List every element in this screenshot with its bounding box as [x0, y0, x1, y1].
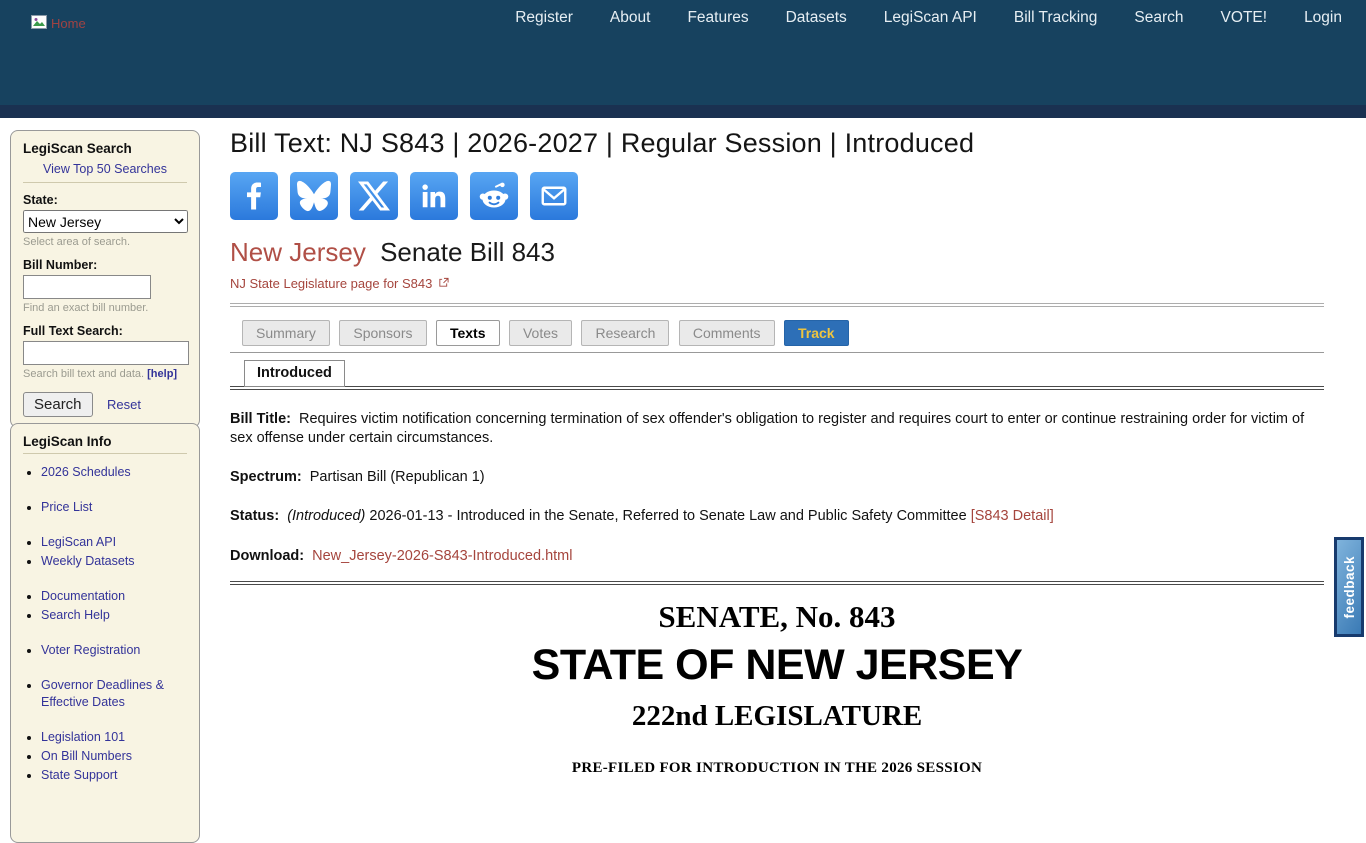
bill-document-preview [230, 599, 1324, 777]
state-hint: Select area of search. [23, 236, 131, 248]
tab-summary[interactable]: Summary [242, 320, 330, 346]
x-icon [358, 180, 390, 212]
bluesky-share-button[interactable] [290, 172, 338, 220]
tab-track[interactable]: Track [784, 320, 849, 346]
status-stage: (Introduced) [287, 508, 366, 525]
info-link-list [23, 464, 187, 784]
doc-prefiled-note: PRE-FILED FOR INTRODUCTION IN THE 2026 SESSION [571, 759, 983, 776]
email-share-button[interactable] [530, 172, 578, 220]
page-title: Bill Text: NJ S843 | 2026-2027 | Regular Session | Introduced [230, 128, 975, 158]
tab-sponsors[interactable]: Sponsors [339, 320, 426, 346]
info-link-2026-schedules[interactable]: 2026 Schedules [41, 465, 131, 479]
nav-bill-tracking[interactable]: Bill Tracking [1013, 9, 1098, 26]
main-content [230, 128, 1324, 777]
list-item [41, 499, 187, 516]
reddit-icon [476, 178, 512, 214]
info-link-legiscan-api[interactable]: LegiScan API [41, 535, 117, 549]
info-link-weekly-datasets[interactable]: Weekly Datasets [41, 554, 135, 568]
facebook-share-button[interactable] [230, 172, 278, 220]
bill-tabs [230, 320, 1324, 346]
nav-register[interactable]: Register [515, 9, 573, 26]
broken-image-icon [30, 13, 50, 33]
nav-features[interactable]: Features [687, 9, 749, 26]
home-label: Home [51, 16, 86, 31]
nav-legiscan-api[interactable]: LegiScan API [883, 9, 977, 26]
nav-login[interactable]: Login [1304, 9, 1342, 26]
full-text-search-input[interactable] [23, 341, 189, 365]
spectrum-label: Spectrum: [230, 469, 302, 486]
main-nav [513, 1, 1344, 35]
info-link-legislation-101[interactable]: Legislation 101 [41, 730, 126, 744]
divider [23, 453, 187, 454]
info-link-state-support[interactable]: State Support [41, 768, 118, 782]
bill-title-text: Requires victim notification concerning termination of sex offender's obligation to register and requires court to enter or continue restraining order for victim of sex offense under certain circumstances. [230, 411, 1305, 447]
full-text-label: Full Text Search: [23, 324, 123, 338]
view-top-searches-link[interactable]: View Top 50 Searches [43, 162, 167, 176]
doc-legislature: 222nd LEGISLATURE [631, 699, 923, 732]
list-item [41, 607, 187, 624]
list-item [41, 729, 187, 746]
facebook-icon [236, 178, 272, 214]
list-item [41, 748, 187, 765]
info-link-search-help[interactable]: Search Help [41, 608, 110, 622]
search-button[interactable]: Search [23, 392, 93, 417]
list-item [41, 588, 187, 605]
home-link[interactable] [30, 13, 86, 33]
tab-votes[interactable]: Votes [509, 320, 572, 346]
download-link[interactable]: New_Jersey-2026-S843-Introduced.html [312, 547, 573, 564]
divider [23, 182, 187, 183]
linkedin-share-button[interactable] [410, 172, 458, 220]
divider [230, 581, 1324, 585]
reddit-share-button[interactable] [470, 172, 518, 220]
info-link-price-list[interactable]: Price List [41, 500, 93, 514]
info-box-title: LegiScan Info [23, 434, 112, 449]
legiscan-search-box [10, 130, 200, 428]
state-legislature-page-link[interactable]: NJ State Legislature page for S843 [230, 276, 449, 291]
download-label: Download: [230, 547, 305, 564]
feedback-label: feedback [1341, 555, 1357, 619]
bill-heading-state-link[interactable]: New Jersey [230, 237, 366, 267]
status-row [230, 507, 1324, 526]
bill-number-hint: Find an exact bill number. [23, 302, 149, 314]
full-text-hint: Search bill text and data. [help] [23, 368, 178, 380]
bill-heading [230, 237, 1324, 268]
subtab-introduced[interactable]: Introduced [244, 360, 345, 387]
bill-title-label: Bill Title: [230, 411, 291, 427]
info-link-on-bill-numbers[interactable]: On Bill Numbers [41, 749, 132, 763]
share-icon-row [230, 172, 1324, 220]
nav-about[interactable]: About [609, 9, 651, 26]
nav-vote[interactable]: VOTE! [1220, 9, 1268, 26]
status-text: 2026-01-13 - Introduced in the Senate, Referred to Senate Law and Public Safety Committee [369, 508, 967, 525]
status-detail-link[interactable]: [S843 Detail] [970, 508, 1054, 525]
bill-number-input[interactable] [23, 275, 151, 299]
spectrum-text: Partisan Bill (Republican 1) [309, 469, 485, 486]
download-row [230, 547, 1324, 566]
list-item [41, 767, 187, 784]
legiscan-info-box [10, 423, 200, 843]
list-item [41, 553, 187, 570]
divider [230, 303, 1324, 307]
bluesky-icon [297, 179, 331, 213]
bill-number-label: Bill Number: [23, 258, 98, 272]
state-label: State: [23, 193, 58, 207]
tab-texts[interactable]: Texts [436, 320, 500, 346]
x-share-button[interactable] [350, 172, 398, 220]
tab-comments[interactable]: Comments [679, 320, 775, 346]
info-link-governor-deadlines[interactable]: Governor Deadlines & Effective Dates [41, 678, 164, 709]
nav-search[interactable]: Search [1134, 9, 1184, 26]
search-box-title: LegiScan Search [23, 141, 132, 156]
divider [230, 352, 1324, 353]
list-item [41, 677, 187, 711]
nav-datasets[interactable]: Datasets [785, 9, 847, 26]
doc-senate-number: SENATE, No. 843 [658, 598, 896, 634]
external-link-icon [438, 277, 449, 288]
feedback-tab[interactable] [1334, 537, 1364, 637]
help-link[interactable]: [help] [147, 368, 178, 380]
bill-title-row [230, 410, 1324, 448]
email-icon [536, 178, 572, 214]
doc-state-title: STATE OF NEW JERSEY [531, 640, 1023, 689]
info-link-voter-registration[interactable]: Voter Registration [41, 643, 141, 657]
status-label: Status: [230, 508, 280, 525]
state-select[interactable] [23, 210, 188, 233]
bill-heading-rest: Senate Bill 843 [380, 237, 555, 267]
top-header [0, 0, 1366, 118]
list-item [41, 534, 187, 551]
info-link-documentation[interactable]: Documentation [41, 589, 126, 603]
divider [230, 386, 1324, 390]
spectrum-row [230, 468, 1324, 487]
linkedin-icon [418, 180, 450, 212]
reset-link[interactable]: Reset [106, 397, 141, 412]
list-item [41, 464, 187, 481]
list-item [41, 642, 187, 659]
tab-research[interactable]: Research [581, 320, 669, 346]
